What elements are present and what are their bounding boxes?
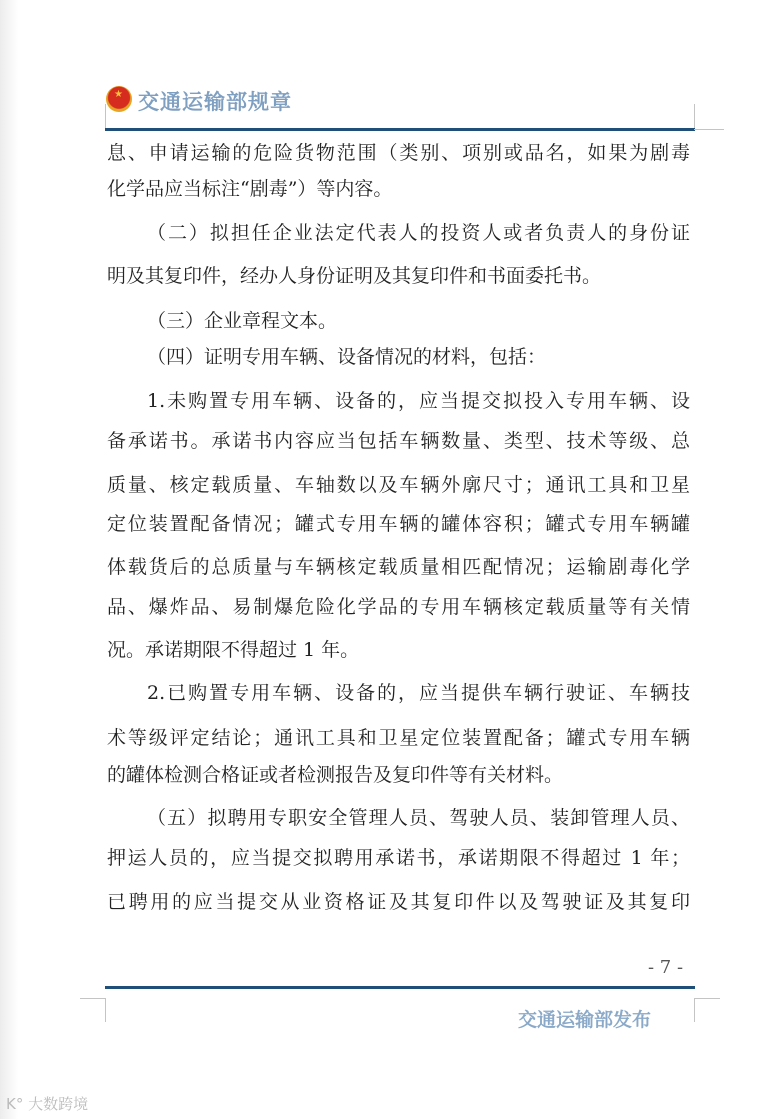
- body-line: 品、爆炸品、易制爆危险化学品的专用车辆核定载质量等有关情: [107, 596, 690, 618]
- national-emblem-icon: [106, 86, 132, 112]
- body-line: （三）企业章程文本。: [147, 310, 338, 332]
- body-line: 质量、核定载质量、车轴数以及车辆外廓尺寸；通讯工具和卫星: [107, 474, 690, 496]
- watermark: K° 大数跨境: [6, 1095, 89, 1113]
- page-number: - 7 -: [648, 957, 684, 978]
- body-line: 2.已购置专用车辆、设备的，应当提供车辆行驶证、车辆技: [147, 682, 690, 704]
- body-line: 的罐体检测合格证或者检测报告及复印件等有关材料。: [107, 764, 564, 786]
- body-line: 术等级评定结论；通讯工具和卫星定位装置配备；罐式专用车辆: [107, 727, 690, 749]
- body-line: （四）证明专用车辆、设备情况的材料，包括：: [147, 346, 547, 368]
- header-corner-right: [694, 104, 695, 128]
- page-shadow: [0, 0, 18, 1119]
- body-line: 体载货后的总质量与车辆核定载质量相匹配情况；运输剧毒化学: [107, 556, 690, 578]
- header-corner-left: [105, 104, 106, 128]
- body-line: 明及其复印件，经办人身份证明及其复印件和书面委托书。: [107, 265, 602, 287]
- body-line: 1.未购置专用车辆、设备的，应当提交拟投入专用车辆、设: [147, 390, 690, 412]
- body-line: 定位装置配备情况；罐式专用车辆的罐体容积；罐式专用车辆罐: [107, 513, 690, 535]
- footer-rule: [105, 986, 695, 989]
- footer-corner-left: [105, 998, 106, 1022]
- footer-publisher: 交通运输部发布: [518, 1009, 652, 1031]
- body-line: 况。承诺期限不得超过 1 年。: [107, 639, 360, 661]
- header-title: 交通运输部规章: [138, 89, 292, 114]
- body-line: 化学品应当标注“剧毒”）等内容。: [107, 178, 393, 200]
- header-rule-ext: [694, 129, 724, 130]
- body-line: 备承诺书。承诺书内容应当包括车辆数量、类型、技术等级、总: [107, 430, 690, 452]
- body-line: 息、申请运输的危险货物范围（类别、项别或品名，如果为剧毒: [107, 142, 690, 164]
- footer-corner-right: [694, 998, 695, 1022]
- body-line: 押运人员的，应当提交拟聘用承诺书，承诺期限不得超过 1 年；: [107, 847, 690, 869]
- footer-corner-left-h: [80, 998, 106, 999]
- footer-corner-right-h: [694, 998, 720, 999]
- body-line: （二）拟担任企业法定代表人的投资人或者负责人的身份证: [147, 222, 690, 244]
- watermark-text: 大数跨境: [28, 1095, 89, 1113]
- header-rule: [105, 128, 695, 131]
- body-line: 已聘用的应当提交从业资格证及其复印件以及驾驶证及其复印: [107, 891, 690, 913]
- body-line: （五）拟聘用专职安全管理人员、驾驶人员、装卸管理人员、: [147, 807, 690, 829]
